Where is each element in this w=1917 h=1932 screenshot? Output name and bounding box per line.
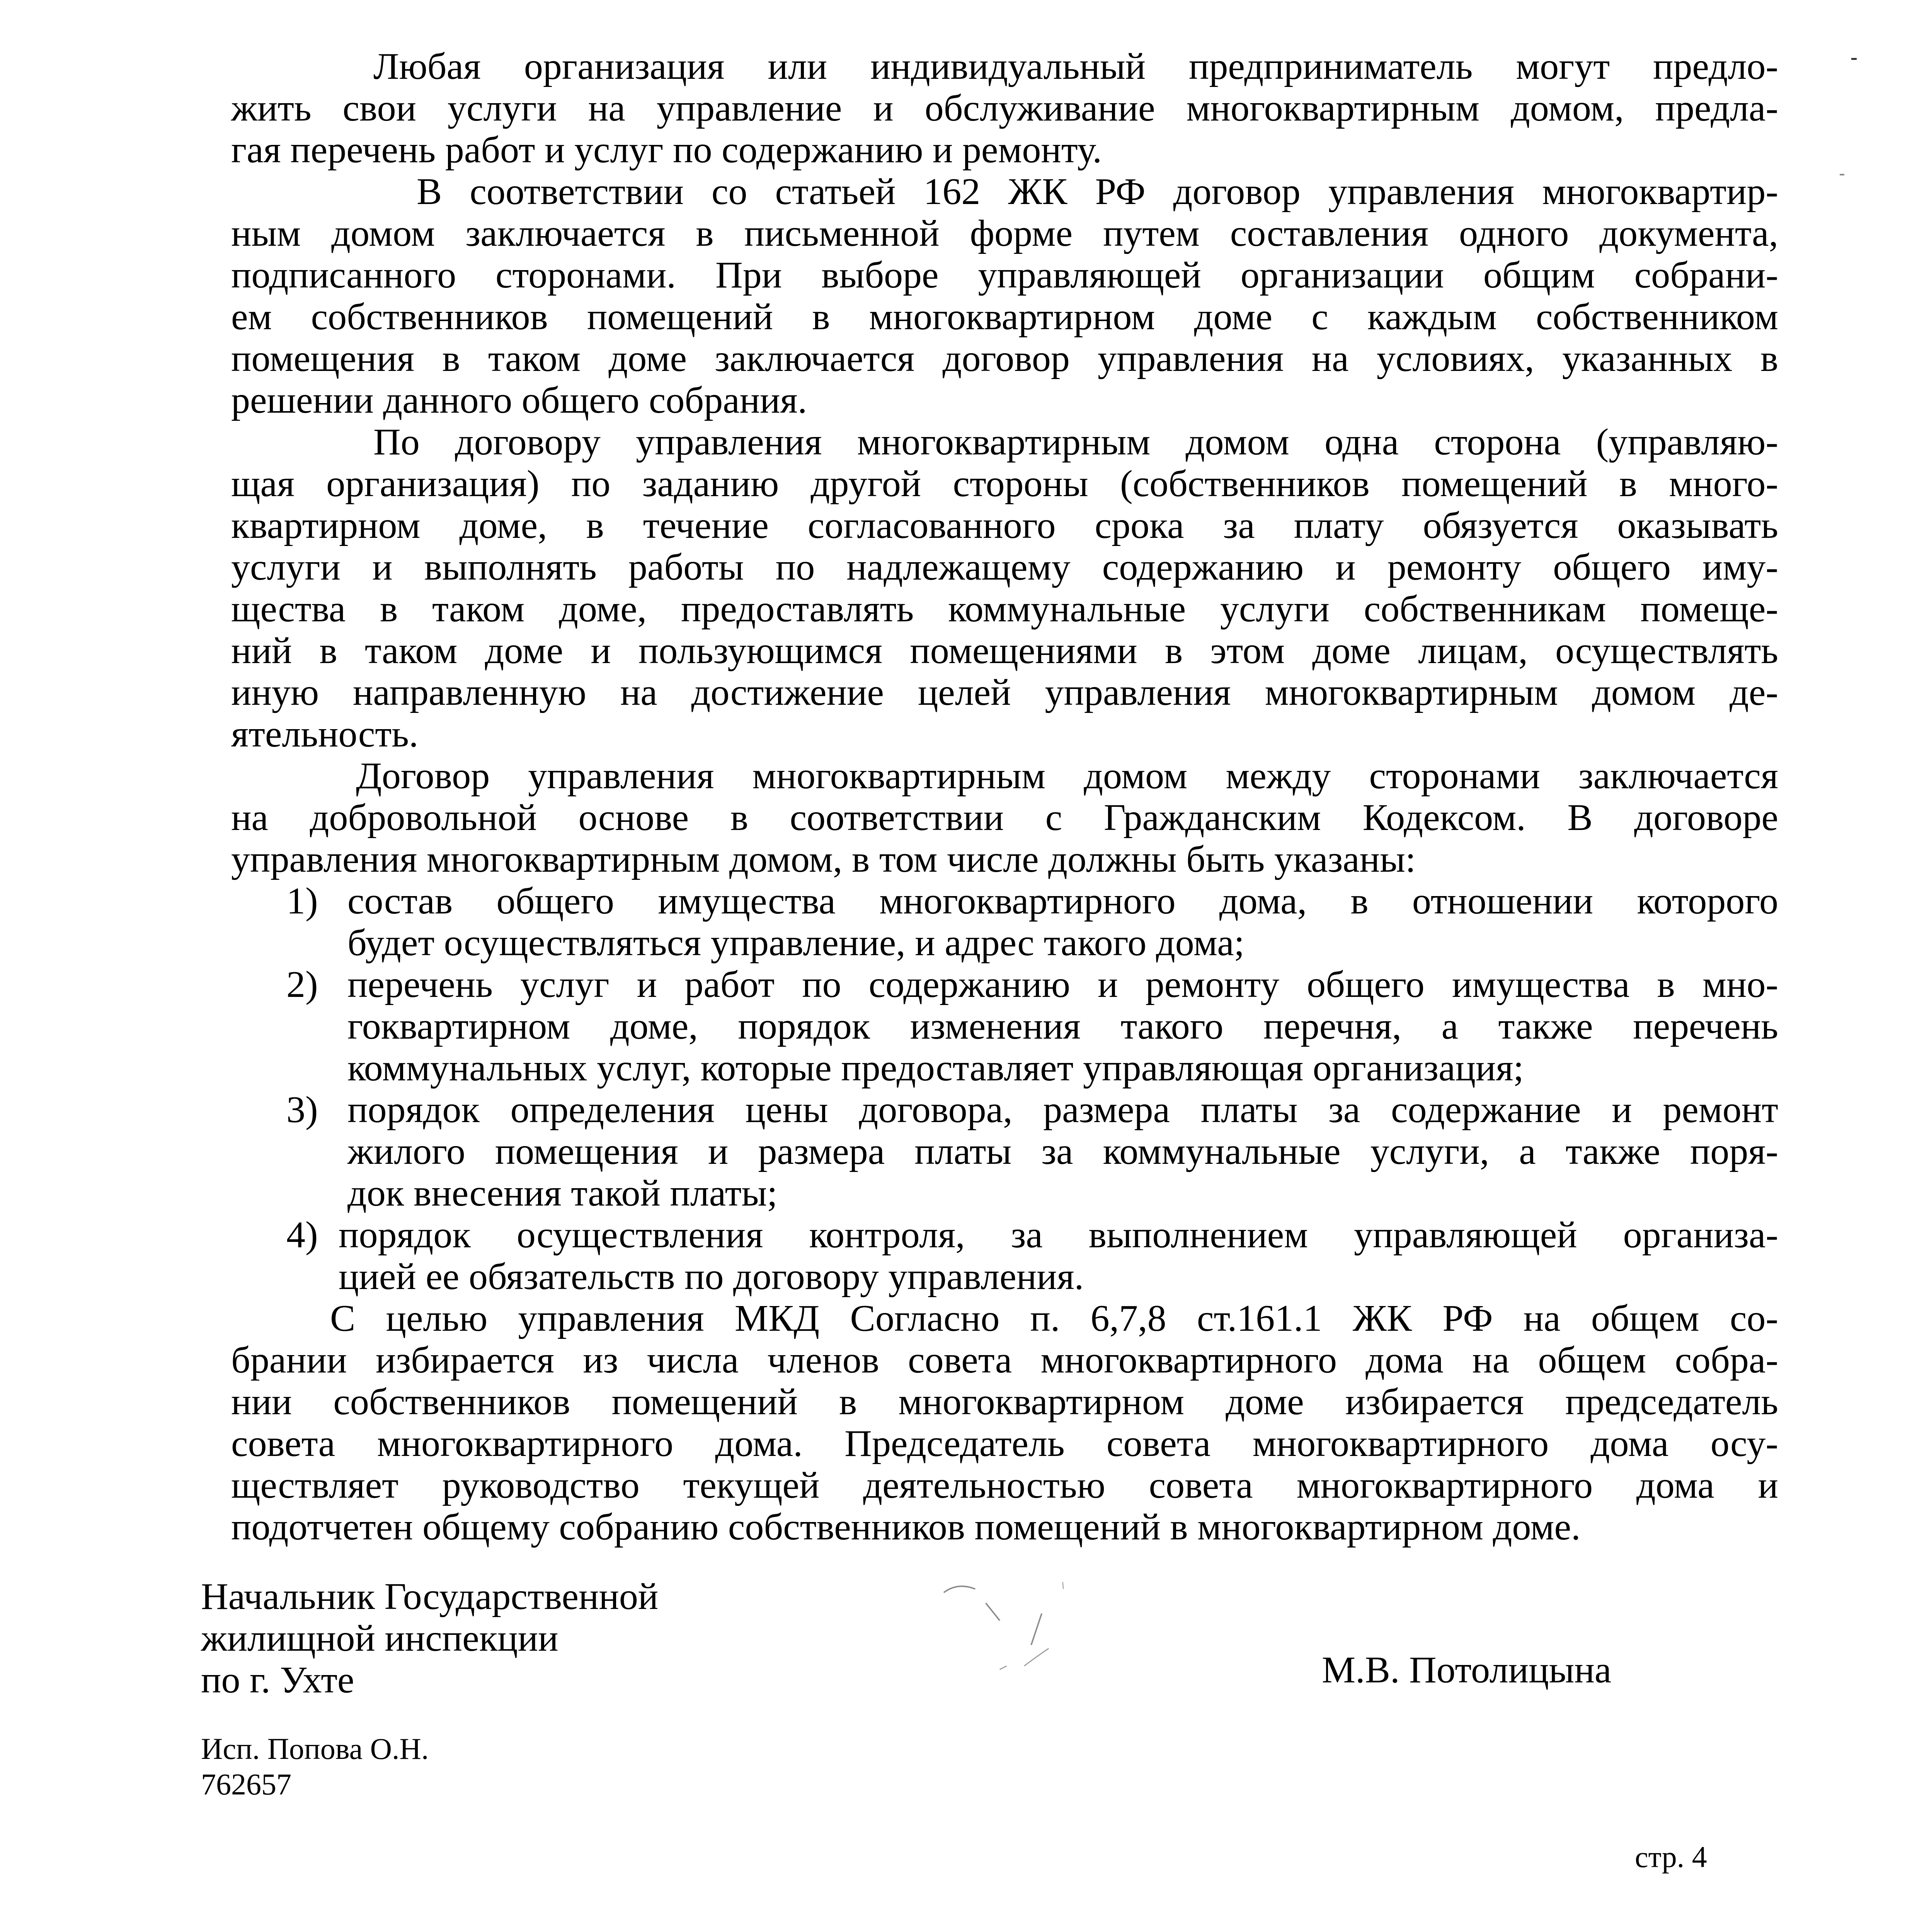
text-line: подотчетен общему собранию собственников помещений в многоквартирном доме. xyxy=(231,1506,1581,1548)
text-line: порядок определения цены договора, размера платы за содержание и ремонт xyxy=(347,1089,1778,1131)
text-line: ний в таком доме и пользующимся помещениями в этом доме лицам, осуществлять xyxy=(231,630,1778,672)
signatory-position-line-3: по г. Ухте xyxy=(201,1659,354,1701)
text-line: В соответствии со статьей 162 ЖК РФ договор управления многоквартир- xyxy=(417,171,1778,213)
text-line: ным домом заключается в письменной форме путем составления одного документа, xyxy=(231,213,1778,254)
text-line: жилого помещения и размера платы за коммунальные услуги, а также поря- xyxy=(347,1131,1778,1172)
text-line: коммунальных услуг, которые предоставляет управляющая организация; xyxy=(347,1047,1524,1089)
text-line: гоквартирном доме, порядок изменения такого перечня, а также перечень xyxy=(347,1005,1778,1047)
text-line: управления многоквартирным домом, в том числе должны быть указаны: xyxy=(231,838,1416,880)
text-line: По договору управления многоквартирным домом одна сторона (управляю- xyxy=(373,421,1778,463)
text-line: цией ее обязательств по договору управления. xyxy=(339,1256,1084,1298)
list-number: 2) xyxy=(286,964,318,1005)
text-line: ществляет руководство текущей деятельностью совета многоквартирного дома и xyxy=(231,1464,1778,1506)
text-line: услуги и выполнять работы по надлежащему содержанию и ремонту общего иму- xyxy=(231,546,1778,588)
scan-speck xyxy=(1840,174,1844,175)
text-line: совета многоквартирного дома. Председатель совета многоквартирного дома осу- xyxy=(231,1423,1778,1464)
signatory-name: М.В. Потолицына xyxy=(1322,1649,1612,1691)
signatory-position-line-2: жилищной инспекции xyxy=(201,1617,558,1659)
text-line: док внесения такой платы; xyxy=(347,1172,778,1214)
text-line: брании избирается из числа членов совета многоквартирного дома на общем собра- xyxy=(231,1339,1778,1381)
list-number: 1) xyxy=(286,880,318,922)
text-line: ятельность. xyxy=(231,713,419,755)
executor-name: Исп. Попова О.Н. xyxy=(201,1732,429,1765)
text-line: решении данного общего собрания. xyxy=(231,379,807,421)
executor-phone: 762657 xyxy=(201,1767,291,1801)
text-line: подписанного сторонами. При выборе управляющей организации общим собрани- xyxy=(231,254,1778,296)
signatory-position-line-1: Начальник Государственной xyxy=(201,1576,659,1617)
text-line: Любая организация или индивидуальный предприниматель могут предло- xyxy=(373,46,1778,87)
text-line: перечень услуг и работ по содержанию и ремонту общего имущества в мно- xyxy=(347,964,1778,1005)
handwritten-signature xyxy=(928,1561,1121,1708)
text-line: квартирном доме, в течение согласованного срока за плату обязуется оказывать xyxy=(231,505,1778,546)
text-line: ем собственников помещений в многоквартирном доме с каждым собственником xyxy=(231,296,1778,338)
text-line: иную направленную на достижение целей управления многоквартирным домом де- xyxy=(231,672,1778,713)
text-line: состав общего имущества многоквартирного дома, в отношении которого xyxy=(347,880,1778,922)
text-line: на добровольной основе в соответствии с Гражданским Кодексом. В договоре xyxy=(231,797,1778,838)
scan-speck xyxy=(1851,58,1857,60)
text-line: помещения в таком доме заключается договор управления на условиях, указанных в xyxy=(231,338,1778,379)
text-line: будет осуществляться управление, и адрес такого дома; xyxy=(347,922,1245,964)
list-number: 3) xyxy=(286,1089,318,1131)
text-line: щества в таком доме, предоставлять коммунальные услуги собственникам помеще- xyxy=(231,588,1778,630)
page-number: стр. 4 xyxy=(1635,1840,1707,1874)
text-line: гая перечень работ и услуг по содержанию и ремонту. xyxy=(231,129,1102,171)
text-line: жить свои услуги на управление и обслуживание многоквартирным домом, предла- xyxy=(231,87,1778,129)
text-line: щая организация) по заданию другой стороны (собственников помещений в много- xyxy=(231,463,1778,505)
text-line: С целью управления МКД Согласно п. 6,7,8 ст.161.1 ЖК РФ на общем со- xyxy=(330,1298,1778,1339)
text-line: порядок осуществления контроля, за выполнением управляющей организа- xyxy=(339,1214,1778,1256)
text-line: Договор управления многоквартирным домом между сторонами заключается xyxy=(356,755,1778,797)
text-line: нии собственников помещений в многоквартирном доме избирается председатель xyxy=(231,1381,1778,1423)
list-number: 4) xyxy=(286,1214,318,1256)
